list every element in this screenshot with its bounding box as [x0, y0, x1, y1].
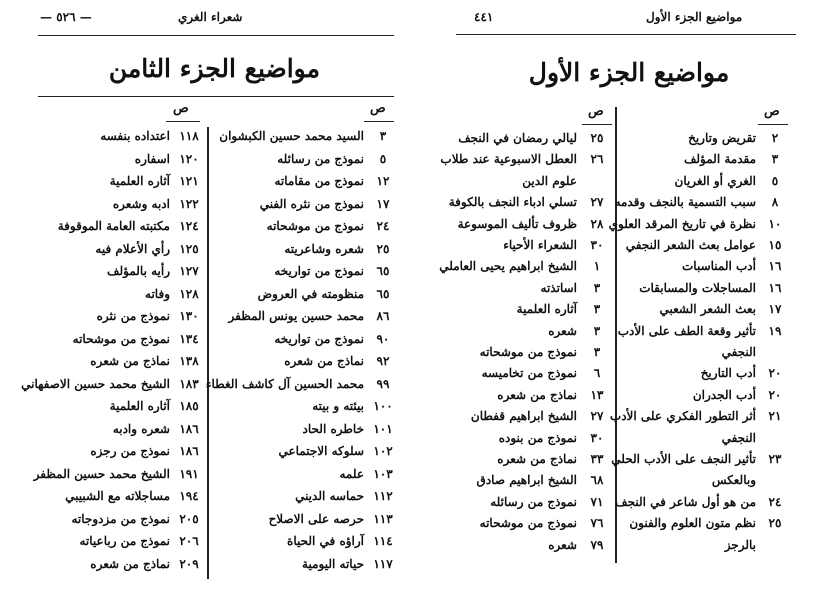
entry-title: حياته اليومية — [302, 556, 364, 571]
entry-title: أدب المناسبات — [682, 259, 756, 274]
entry-title: حماسه الديني — [295, 489, 364, 503]
entry-title: نظرة في تاريخ المرقد العلوي — [608, 216, 756, 231]
right-col2-page-header: ص — [588, 104, 604, 119]
left-page-number: — ٥٢٦ — — [40, 10, 92, 24]
entry-title: أثر التطور الفكري على الأدب — [609, 409, 756, 424]
entry-title: نماذج من شعره — [497, 387, 577, 402]
entry-page-number: ٩٩ — [376, 376, 390, 391]
entry-page-number: ٣ — [771, 152, 779, 167]
entry-title: نموذج من مزدوجاته — [71, 511, 170, 526]
right-page — [416, 0, 832, 601]
entry-page-number: ١٠١ — [373, 421, 393, 436]
entry-title-continuation: علوم الدين — [522, 173, 577, 188]
left-col2-header-rule — [166, 121, 200, 122]
entry-page-number: ٢٥ — [590, 131, 604, 145]
entry-page-number: ١٨٥ — [179, 399, 199, 413]
entry-title: تأثير وقعة الطف على الأدب — [617, 323, 756, 338]
entry-page-number: ١٢ — [376, 174, 390, 188]
entry-page-number: ٢٠ — [768, 366, 782, 381]
entry-title: شعره وشاعريته — [284, 241, 364, 256]
entry-page-number: ٣٣ — [590, 452, 604, 466]
right-col1-page-header: ص — [764, 104, 780, 119]
entry-page-number: ٣ — [593, 323, 601, 338]
left-header-rule — [38, 35, 394, 36]
entry-page-number: ٥ — [379, 151, 387, 166]
entry-page-number: ٦٥ — [376, 286, 390, 301]
entry-title: عوامل بعث الشعر النجفي — [625, 238, 756, 252]
entry-page-number: ١٢٠ — [179, 151, 199, 166]
entry-page-number: ٢٤ — [768, 494, 782, 509]
entry-page-number: ٢٤ — [376, 219, 390, 233]
entry-page-number: ٧٩ — [590, 537, 604, 552]
entry-title: آثاره العلمية — [109, 174, 170, 188]
entry-title: نموذج من مقاماته — [274, 174, 364, 188]
entry-page-number: ١٨٦ — [179, 421, 199, 436]
entry-title: الشيخ ابراهيم قفطان — [470, 409, 577, 424]
entry-title: السيد محمد حسين الكبشوان — [219, 129, 364, 143]
entry-title: آراؤه في الحياة — [287, 534, 364, 548]
entry-title-continuation: بالرجز — [724, 537, 756, 552]
entry-title: نماذج من شعره — [497, 452, 577, 466]
entry-title: خاطره الحاد — [302, 421, 364, 436]
entry-title: أدب الجدران — [692, 387, 756, 402]
entry-page-number: ١٧ — [376, 196, 390, 211]
right-section-title: مواضيع الجزء الأول — [528, 58, 730, 87]
left-title-rule — [38, 96, 394, 97]
entry-page-number: ١٠٣ — [373, 466, 393, 481]
entry-title: أدب التاريخ — [700, 366, 756, 381]
entry-title: بعث الشعر الشعبي — [659, 302, 756, 317]
entry-title: اسفاره — [134, 151, 170, 166]
entry-title: ادبه وشعره — [112, 196, 170, 211]
entry-title: نموذج من نثره الفني — [259, 196, 364, 211]
entry-title: اعتداده بنفسه — [100, 129, 170, 143]
entry-title: آثاره العلمية — [516, 302, 577, 317]
entry-page-number: ٢٠ — [768, 387, 782, 402]
entry-title: وفاته — [145, 286, 170, 301]
entry-page-number: ١٩٤ — [179, 489, 199, 503]
entry-title: المساجلات والمسابقات — [639, 280, 756, 295]
entry-title: نماذج من شعره — [90, 556, 170, 571]
entry-title: حرصه على الاصلاح — [268, 511, 364, 526]
entry-title: الغري أو الغريان — [674, 173, 756, 188]
entry-page-number: ١٢٨ — [179, 286, 199, 301]
entry-title: منظومته في العروض — [257, 286, 364, 301]
entry-title: نظم متون العلوم والفنون — [629, 516, 756, 531]
entry-page-number: ١٢٢ — [179, 196, 199, 211]
entry-page-number: ٩٢ — [376, 354, 390, 368]
entry-page-number: ١٨٣ — [179, 376, 199, 391]
entry-title: نموذج من بنوده — [498, 430, 577, 445]
entry-page-number: ٢٥ — [768, 516, 782, 531]
entry-page-number: ٣ — [379, 129, 387, 143]
entry-page-number: ١٣٤ — [179, 331, 199, 346]
entry-page-number: ١٢٤ — [179, 219, 199, 233]
entry-page-number: ١٩ — [768, 323, 782, 338]
entry-page-number: ٢٠٦ — [179, 534, 199, 548]
entry-page-number: ١٠٠ — [373, 399, 393, 413]
entry-title: اساتذته — [540, 280, 577, 295]
entry-title: نموذج من موشحاته — [479, 345, 577, 359]
entry-title: تسلي ادباء النجف بالكوفة — [448, 195, 577, 210]
entry-page-number: ٨ — [771, 195, 779, 210]
entry-title: نموذج من موشحاته — [72, 331, 170, 346]
entry-page-number: ١٢٥ — [179, 241, 199, 256]
entry-page-number: ١٦ — [768, 280, 782, 295]
entry-title: تأثير النجف على الأدب الحلي — [611, 452, 756, 466]
entry-page-number: ١١٨ — [179, 129, 199, 143]
entry-page-number: ٢٨ — [590, 216, 604, 231]
entry-title-continuation: وبالعكس — [711, 473, 756, 488]
entry-title: آثاره العلمية — [109, 399, 170, 413]
entry-title: نماذج من شعره — [284, 354, 364, 368]
left-column-divider — [207, 127, 209, 579]
entry-page-number: ١٣ — [590, 387, 604, 402]
entry-title: علمه — [339, 466, 364, 481]
entry-page-number: ٧١ — [590, 494, 604, 509]
entry-page-number: ٣٠ — [590, 238, 604, 252]
entry-title: مقدمة المؤلف — [683, 152, 756, 167]
entry-title: نماذج من شعره — [90, 354, 170, 368]
entry-page-number: ١٩١ — [179, 466, 199, 481]
entry-page-number: ٣ — [593, 280, 601, 295]
entry-title: رأيه بالمؤلف — [107, 264, 170, 278]
entry-title: سلوكه الاجتماعي — [278, 444, 364, 458]
left-section-title: مواضيع الجزء الثامن — [108, 54, 320, 83]
entry-title: العطل الاسبوعية عند طلاب — [440, 152, 577, 167]
entry-title: مكتبته العامة الموقوفة — [57, 219, 170, 233]
entry-page-number: ١١٧ — [373, 556, 393, 571]
entry-page-number: ١٨٦ — [179, 444, 199, 458]
entry-page-number: ٦ — [593, 366, 601, 381]
entry-title: شعره — [548, 323, 577, 338]
entry-page-number: ٦٥ — [376, 264, 390, 278]
entry-page-number: ١٠٢ — [373, 444, 393, 458]
entry-page-number: ٢٧ — [590, 195, 604, 210]
right-header-rule — [456, 34, 796, 35]
entry-title: نموذج من رباعياته — [79, 534, 170, 548]
entry-title: نموذج من موشحاته — [266, 219, 364, 233]
right-col2-header-rule — [582, 124, 612, 125]
entry-title: نموذج من تخاميسه — [481, 366, 577, 381]
entry-page-number: ٣٠ — [590, 430, 604, 445]
entry-title: بيئته و بيته — [312, 399, 364, 413]
right-col1-header-rule — [758, 124, 788, 125]
entry-page-number: ١٢١ — [179, 174, 199, 188]
entry-page-number: ١٠ — [768, 216, 782, 231]
entry-page-number: ٢٣ — [768, 452, 782, 466]
left-col1-header-rule — [364, 121, 394, 122]
entry-title: من هو أول شاعر في النجف — [615, 494, 756, 509]
entry-title: مساجلاته مع الشبيبي — [65, 489, 170, 503]
entry-title: تقريض وتاريخ — [688, 131, 756, 145]
entry-page-number: ١٦ — [768, 259, 782, 274]
entry-page-number: ١٣٠ — [179, 309, 199, 323]
entry-page-number: ٦٨ — [590, 473, 604, 488]
entry-title: نموذج من تواريخه — [274, 331, 364, 346]
entry-page-number: ٣ — [593, 302, 601, 317]
entry-page-number: ٢٦ — [590, 152, 604, 167]
entry-title: نموذج من موشحاته — [479, 516, 577, 531]
entry-title: محمد الحسين آل كاشف الغطاء — [205, 376, 364, 391]
left-col1-page-header: ص — [370, 101, 386, 116]
entry-title: الشيخ محمد حسين المظفر — [33, 466, 170, 481]
entry-title: ظروف تأليف الموسوعة — [457, 216, 577, 231]
entry-title: شعره وادبه — [112, 421, 170, 436]
entry-page-number: ٣ — [593, 345, 601, 359]
entry-title: الشيخ ابراهيم يحيى العاملي — [439, 259, 577, 274]
entry-page-number: ١٣٨ — [179, 354, 199, 368]
entry-title: الشيخ ابراهيم صادق — [476, 473, 577, 488]
entry-title: نموذج من نثره — [96, 309, 170, 323]
left-running-title: شعراء الغري — [178, 10, 243, 24]
entry-title: شعره — [548, 537, 577, 552]
entry-title: ليالي رمضان في النجف — [458, 131, 577, 145]
entry-page-number: ١٥ — [768, 238, 782, 252]
entry-page-number: ٢٧ — [590, 409, 604, 424]
right-page-number: ٤٤١ — [474, 10, 494, 24]
left-col2-page-header: ص — [173, 101, 189, 116]
entry-title: الشيخ محمد حسين الاصفهاني — [21, 376, 170, 391]
entry-page-number: ١١٣ — [373, 511, 393, 526]
entry-page-number: ١٢٧ — [179, 264, 199, 278]
entry-page-number: ١٧ — [768, 302, 782, 317]
entry-page-number: ٢١ — [768, 409, 782, 424]
entry-title: نموذج من رجزه — [90, 444, 170, 458]
entry-page-number: ٩٠ — [376, 331, 390, 346]
entry-title: نموذج من تواريخه — [274, 264, 364, 278]
entry-title: رأي الأعلام فيه — [95, 241, 170, 256]
entry-page-number: ٥ — [771, 173, 779, 188]
entry-page-number: ٨٦ — [376, 309, 390, 323]
right-running-title: مواضيع الجزء الأول — [646, 10, 743, 24]
entry-page-number: ٢ — [771, 131, 779, 145]
entry-page-number: ٧٦ — [590, 516, 604, 531]
entry-title-continuation: النجفي — [721, 430, 756, 445]
entry-title: سبب التسمية بالنجف وقدمه — [614, 195, 756, 210]
entry-title: نموذج من رسائله — [277, 151, 364, 166]
entry-title: نموذج من رسائله — [490, 494, 577, 509]
entry-page-number: ١١٤ — [373, 534, 393, 548]
entry-title: محمد حسين يونس المظفر — [228, 309, 364, 323]
entry-page-number: ٢٠٥ — [179, 511, 199, 526]
entry-page-number: ١ — [593, 259, 601, 274]
entry-page-number: ٢٥ — [376, 241, 390, 256]
entry-page-number: ١١٢ — [373, 489, 393, 503]
entry-title-continuation: النجفي — [721, 345, 756, 359]
entry-title: الشعراء الأحياء — [503, 238, 577, 252]
entry-page-number: ٢٠٩ — [179, 556, 199, 571]
